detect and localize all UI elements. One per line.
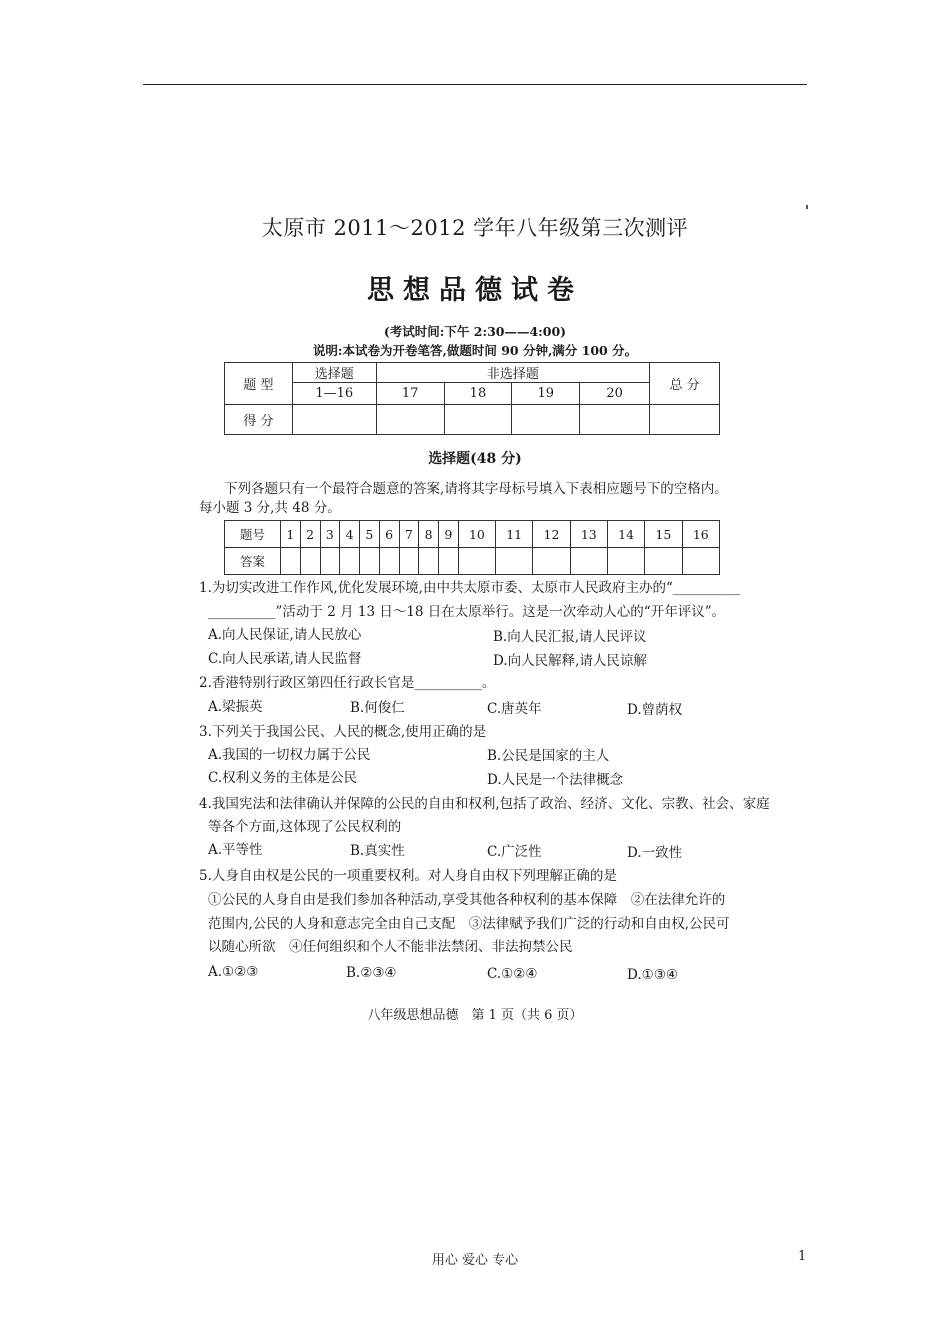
answer-table-number: 3 bbox=[320, 521, 340, 548]
score-table-nonchoice-label: 非选择题 bbox=[376, 363, 649, 383]
answer-cell bbox=[439, 548, 459, 575]
answer-table-number: 15 bbox=[645, 521, 682, 548]
section-instruction: 下列各题只有一个最符合题意的答案,请将其字母标号填入下表相应题号下的空格内。 bbox=[224, 481, 728, 497]
answer-cell bbox=[300, 548, 320, 575]
score-table-q-number: 17 bbox=[376, 383, 444, 405]
score-table-score-label: 得 分 bbox=[225, 405, 293, 435]
answer-table-number: 8 bbox=[419, 521, 439, 548]
score-table-type-label: 题 型 bbox=[225, 363, 293, 405]
question-4-stem-cont: 等各个方面,这体现了公民权利的 bbox=[208, 819, 402, 835]
score-table bbox=[224, 362, 720, 435]
score-table-total-label: 总 分 bbox=[650, 363, 720, 405]
answer-table-number-label: 题号 bbox=[225, 521, 281, 548]
answer-table-number: 16 bbox=[682, 521, 719, 548]
answer-table-number: 13 bbox=[570, 521, 607, 548]
question-4-option-c: C.广泛性 bbox=[487, 844, 542, 860]
question-4-option-d: D.一致性 bbox=[627, 845, 683, 861]
question-2-option-a: A.梁振英 bbox=[208, 699, 263, 715]
question-3-option-c: C.权利义务的主体是公民 bbox=[208, 770, 358, 786]
footer-motto: 用心 爱心 专心 bbox=[431, 1253, 519, 1268]
scan-mark bbox=[806, 205, 808, 209]
question-1-option-a: A.向人民保证,请人民放心 bbox=[208, 627, 362, 643]
answer-cell bbox=[379, 548, 399, 575]
score-table-choice-label: 选择题 bbox=[292, 363, 376, 383]
question-3-option-b: B.公民是国家的主人 bbox=[487, 748, 610, 764]
answer-table-number: 12 bbox=[533, 521, 570, 548]
answer-table-number: 4 bbox=[340, 521, 360, 548]
score-table-choice-range: 1—16 bbox=[292, 383, 376, 405]
answer-table-answer-label: 答案 bbox=[225, 548, 281, 575]
page-info: 八年级思想品德 第 1 页（共 6 页） bbox=[367, 1008, 583, 1023]
answer-table-number: 1 bbox=[281, 521, 301, 548]
question-3-option-a: A.我国的一切权力属于公民 bbox=[208, 747, 371, 763]
score-table-q-number: 19 bbox=[512, 383, 580, 405]
answer-cell bbox=[399, 548, 419, 575]
question-1-option-c: C.向人民承诺,请人民监督 bbox=[208, 651, 362, 667]
question-3-option-d: D.人民是一个法律概念 bbox=[487, 772, 624, 788]
score-table-q-number: 20 bbox=[580, 383, 650, 405]
score-cell bbox=[512, 405, 580, 435]
question-5-stem: 5.人身自由权是公民的一项重要权利。对人身自由权下列理解正确的是 bbox=[199, 868, 617, 884]
answer-cell bbox=[458, 548, 495, 575]
question-5-option-b: B.②③④ bbox=[346, 965, 397, 981]
question-5-option-d: D.①③④ bbox=[627, 967, 678, 983]
answer-table-number: 6 bbox=[379, 521, 399, 548]
answer-cell bbox=[496, 548, 533, 575]
answer-cell bbox=[607, 548, 644, 575]
answer-cell bbox=[281, 548, 301, 575]
section-title: 选择题(48 分) bbox=[428, 451, 522, 467]
question-2-option-c: C.唐英年 bbox=[487, 701, 542, 717]
score-table-q-number: 18 bbox=[444, 383, 512, 405]
answer-table-number: 14 bbox=[607, 521, 644, 548]
answer-table-number: 11 bbox=[496, 521, 533, 548]
answer-cell bbox=[682, 548, 719, 575]
page-number: 1 bbox=[798, 1249, 807, 1264]
answer-table-number: 5 bbox=[360, 521, 380, 548]
question-4-option-a: A.平等性 bbox=[208, 842, 263, 858]
answer-table bbox=[224, 520, 720, 575]
question-2-stem: 2.香港特别行政区第四任行政长官是__________。 bbox=[199, 675, 496, 691]
answer-cell bbox=[645, 548, 682, 575]
score-cell bbox=[292, 405, 376, 435]
question-5-option-c: C.①②④ bbox=[487, 966, 538, 982]
answer-cell bbox=[360, 548, 380, 575]
question-4-option-b: B.真实性 bbox=[350, 843, 405, 859]
answer-table-number: 10 bbox=[458, 521, 495, 548]
section-instruction: 每小题 3 分,共 48 分。 bbox=[199, 500, 341, 516]
exam-time: (考试时间:下午 2:30——4:00) bbox=[383, 324, 567, 339]
question-5-option-a: A.①②③ bbox=[208, 964, 259, 980]
question-2-option-d: D.曾荫权 bbox=[627, 702, 683, 718]
top-rule bbox=[143, 84, 807, 85]
subject-title: 思想品德试卷 bbox=[367, 275, 583, 306]
question-1-stem: 1.为切实改进工作作风,优化发展环境,由中共太原市委、太原市人民政府主办的“__________ bbox=[199, 580, 741, 596]
answer-cell bbox=[320, 548, 340, 575]
question-5-statements: 范围内,公民的人身和意志完全由自己支配 ③法律赋予我们广泛的行动和自由权,公民可 bbox=[208, 916, 730, 932]
question-5-statements: ①公民的人身自由是我们参加各种活动,享受其他各种权利的基本保障 ②在法律允许的 bbox=[208, 892, 726, 908]
question-1-option-d: D.向人民解释,请人民谅解 bbox=[493, 653, 647, 669]
exam-title: 太原市 2011～2012 学年八年级第三次测评 bbox=[261, 216, 689, 240]
answer-table-number: 9 bbox=[439, 521, 459, 548]
score-cell bbox=[650, 405, 720, 435]
answer-table-number: 2 bbox=[300, 521, 320, 548]
answer-cell bbox=[419, 548, 439, 575]
exam-note: 说明:本试卷为开卷笔答,做题时间 90 分钟,满分 100 分。 bbox=[312, 343, 638, 358]
question-4-stem: 4.我国宪法和法律确认并保障的公民的自由和权利,包括了政治、经济、文化、宗教、社会、家庭 bbox=[199, 796, 770, 812]
answer-table-number: 7 bbox=[399, 521, 419, 548]
score-cell bbox=[580, 405, 650, 435]
answer-cell bbox=[340, 548, 360, 575]
score-cell bbox=[444, 405, 512, 435]
answer-cell bbox=[570, 548, 607, 575]
question-3-stem: 3.下列关于我国公民、人民的概念,使用正确的是 bbox=[199, 724, 487, 740]
score-cell bbox=[376, 405, 444, 435]
question-2-option-b: B.何俊仁 bbox=[350, 700, 405, 716]
question-1-option-b: B.向人民汇报,请人民评议 bbox=[493, 629, 647, 645]
answer-cell bbox=[533, 548, 570, 575]
question-5-statements: 以随心所欲 ④任何组织和个人不能非法禁闭、非法拘禁公民 bbox=[208, 939, 573, 955]
question-1-stem-cont: __________”活动于 2 月 13 日～18 日在太原举行。这是一次牵动人心的“开年评议”。 bbox=[208, 604, 726, 620]
